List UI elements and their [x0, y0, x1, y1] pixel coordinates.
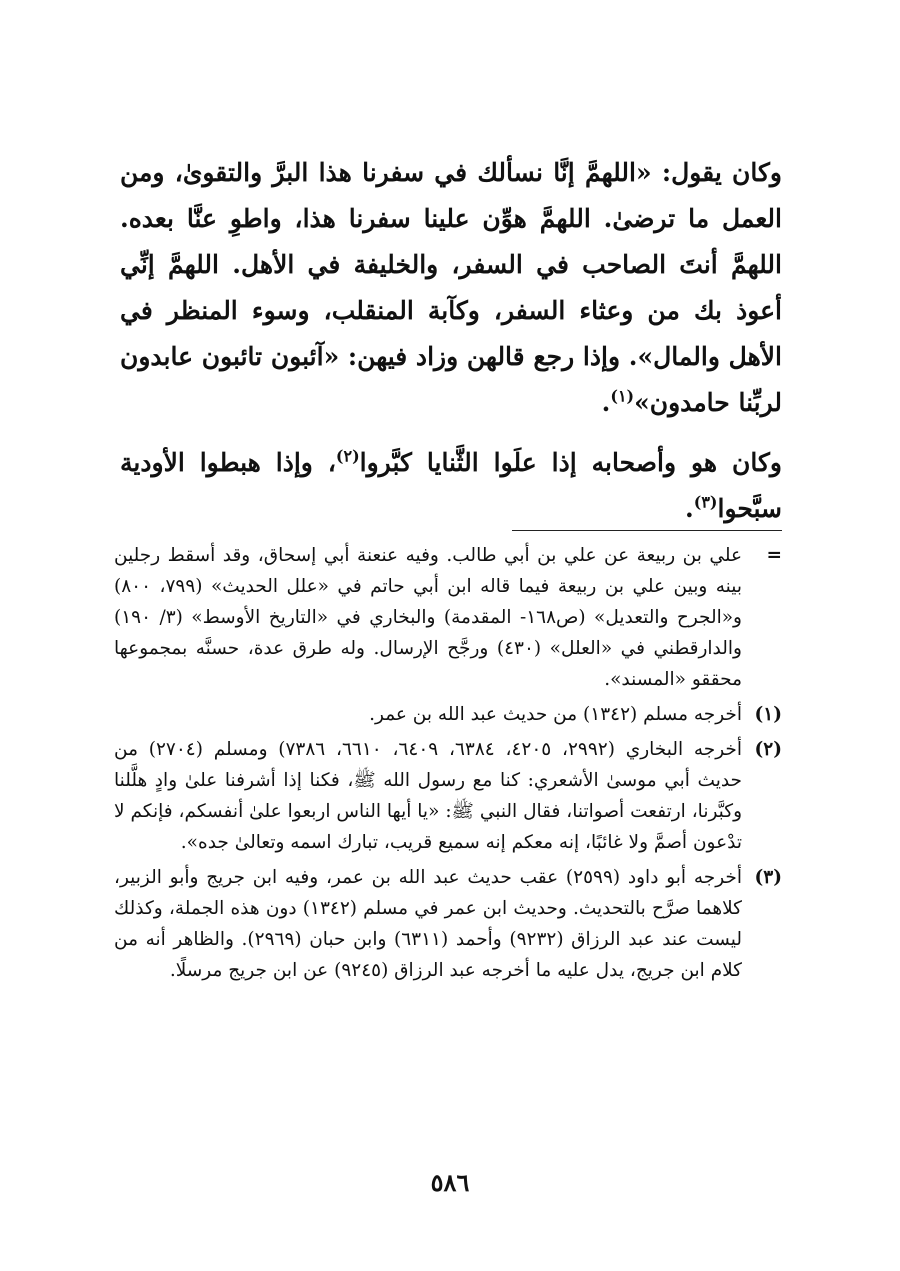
- footnote-continued: [114, 540, 782, 695]
- paragraph-text-mid: ، وإذا هبطوا الأودية سبَّحوا: [120, 448, 782, 523]
- footnote-marker: (٣): [754, 867, 782, 888]
- paragraph-takbir: [120, 440, 782, 532]
- paragraph-text: وكان يقول: «اللهمَّ إنَّا نسألك في سفرنا هذا البرَّ والتقوىٰ، ومن العمل ما ترضىٰ. اللهمَّ هوِّن علينا سفرنا هذا، واطوِ عنَّا بعده. اللهمَّ أنتَ الصاحب في السفر، والخليفة في الأهل. اللهمَّ إنِّي أعوذ بك من وعثاء السفر، وكآبة المنقلب، وسوء المنظر في الأهل والمال». وإذا رجع قالهن وزاد فيهن: «آئبون تائبون عابدون لربِّنا حامدون»: [120, 158, 782, 417]
- paragraph-dua: [120, 150, 782, 426]
- footnote-2: [114, 734, 782, 858]
- paragraph-tail: .: [601, 388, 611, 417]
- main-text: [120, 150, 782, 532]
- footnote-ref-3[interactable]: (٣): [693, 492, 718, 512]
- footnote-3: [114, 862, 782, 986]
- footnote-text: أخرجه مسلم (١٣٤٢) من حديث عبد الله بن عمر.: [369, 704, 742, 725]
- footnote-ref-1[interactable]: (١): [610, 386, 635, 406]
- footnote-ref-2[interactable]: (٢): [335, 446, 360, 466]
- footnote-marker: =: [766, 545, 782, 566]
- page-number: ٥٨٦: [430, 1168, 470, 1197]
- footnote-text: أخرجه أبو داود (٢٥٩٩) عقب حديث عبد الله بن عمر، وفيه ابن جريج وأبو الزبير، كلاهما صرَّح بالتحديث. وحديث ابن عمر في مسلم (١٣٤٢) دون هذه الجملة، وكذلك ليست عند عبد الرزاق (٩٢٣٢) وأحمد (٦٣١١) وابن حبان (٢٩٦٩). والظاهر أنه من كلام ابن جريج، يدل عليه ما أخرجه عبد الرزاق (٩٢٤٥) عن ابن جريج مرسلًا.: [114, 867, 742, 981]
- footnote-divider: [512, 530, 782, 531]
- footnotes: [114, 540, 782, 990]
- footnote-marker: (٢): [754, 739, 782, 760]
- footnote-text: علي بن ربيعة عن علي بن أبي طالب. وفيه عنعنة أبي إسحاق، وقد أسقط رجلين بينه وبين علي بن ربيعة فيما قاله ابن أبي حاتم في «علل الحديث» (٧٩٩، ٨٠٠) و«الجرح والتعديل» (ص١٦٨- المقدمة) والبخاري في «التاريخ الأوسط» (٣/ ١٩٠) والدارقطني في «العلل» (٤٣٠) ورجَّح الإرسال. وله طرق عدة، حسنَّه بمجموعها محققو «المسند».: [114, 545, 742, 690]
- footnote-text: أخرجه البخاري (٢٩٩٢، ٤٢٠٥، ٦٣٨٤، ٦٤٠٩، ٦٦١٠، ٧٣٨٦) ومسلم (٢٧٠٤) من حديث أبي موسىٰ الأشعري: كنا مع رسول الله ﷺ، فكنا إذا أشرفنا علىٰ وادٍ هلَّلنا وكبَّرنا، ارتفعت أصواتنا، فقال النبي ﷺ: «يا أيها الناس اربعوا علىٰ أنفسكم، فإنكم لا تدْعون أصمَّ ولا غائبًا، إنه معكم إنه سميع قريب، تبارك اسمه وتعالىٰ جده».: [114, 739, 742, 853]
- footnote-1: [114, 699, 782, 730]
- footnote-marker: (١): [754, 704, 782, 725]
- paragraph-tail: .: [685, 494, 694, 523]
- paragraph-text: وكان هو وأصحابه إذا علَوا الثَّنايا كبَّروا: [359, 448, 782, 477]
